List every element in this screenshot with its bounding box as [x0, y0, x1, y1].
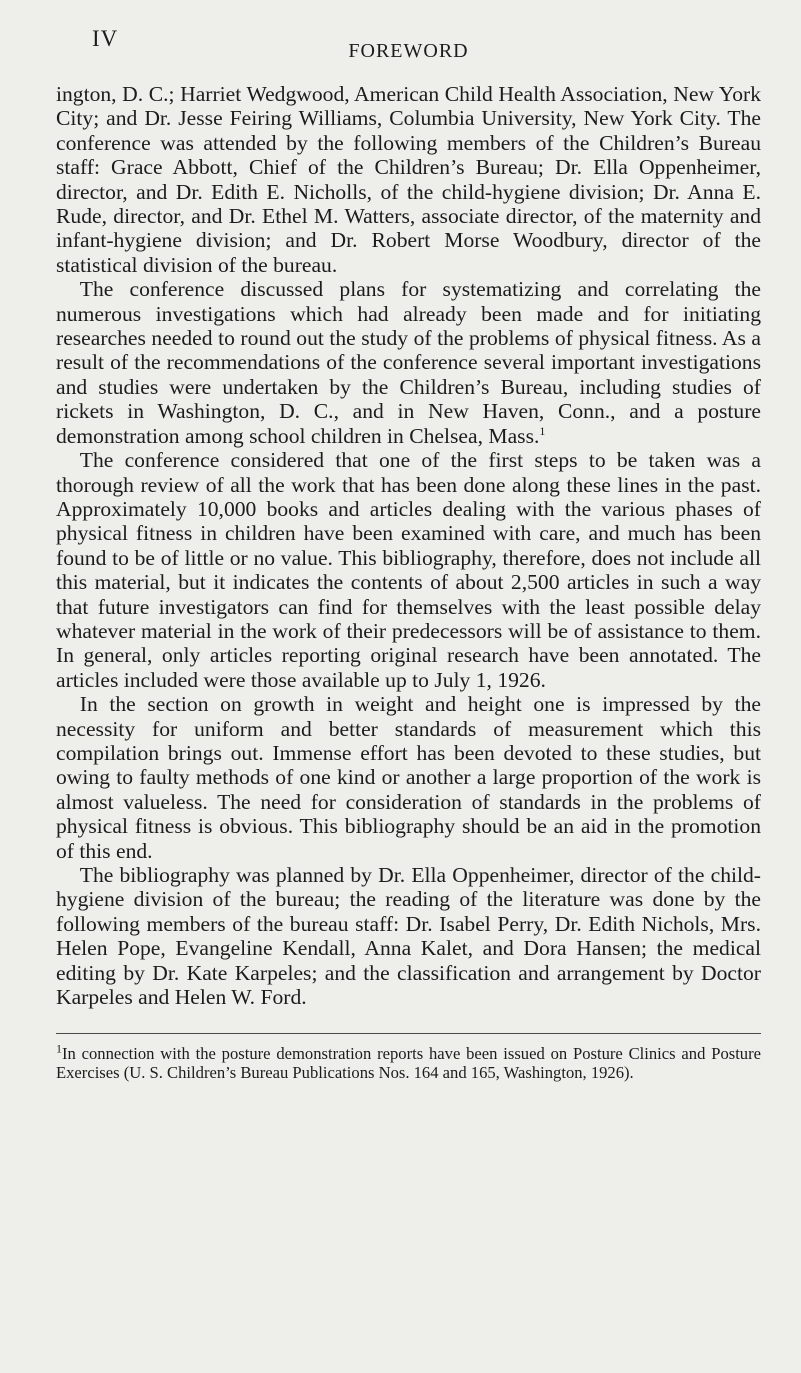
footnote-divider [56, 1033, 761, 1034]
paragraph [56, 863, 761, 1009]
running-head: FOREWORD [348, 40, 469, 62]
paragraph [56, 82, 761, 277]
footnote [56, 1041, 761, 1083]
page-header [56, 0, 761, 72]
paragraph-text: The conference discussed plans for systematizing and correlating the numerous investigations which had already been made and for initiating researches needed to round out the study of the problems of physical fitness. As a result of the recommendations of the conference several important investigations and studies were undertaken by the Children’s Bureau, including studies of rickets in Washington, D. C., and in New Haven, Conn., and a posture demonstration among school children in Chelsea, Mass. [56, 277, 761, 448]
paragraph [56, 277, 761, 448]
paragraph-text: In the section on growth in weight and height one is impressed by the necessity for uniform and better standards of measurement which this compilation brings out. Immense effort has been devoted to these studies, but owing to faulty methods of one kind or another a large proportion of the work is almost valueless. The need for consideration of standards in the problems of physical fitness is obvious. This bibliography should be an aid in the promotion of this end. [56, 692, 761, 863]
footnote-reference: 1 [539, 423, 546, 438]
footnote-marker: 1 [56, 1041, 62, 1056]
page-number: IV [92, 26, 119, 51]
paragraph-text: The bibliography was planned by Dr. Ella Oppenheimer, director of the child-hygiene division of the bureau; the reading of the literature was done by the following members of the bureau staff: Dr. Isabel Perry, Dr. Edith Nichols, Mrs. Helen Pope, Evangeline Kendall, Anna Kalet, and Dora Hansen; the medical editing by Dr. Kate Karpeles; and the classification and arrangement by Doctor Karpeles and Helen W. Ford. [56, 863, 761, 1010]
paragraph [56, 448, 761, 692]
footnote-text: In connection with the posture demonstration reports have been issued on Posture Clinics and Posture Exercises (U. S. Children’s Bureau Publications Nos. 164 and 165, Washington, 1926). [56, 1044, 761, 1083]
paragraph-text: The conference considered that one of the first steps to be taken was a thorough review of all the work that has been done along these lines in the past. Approximately 10,000 books and articles dealing with the various phases of physical fitness in children have been examined with care, and much has been found to be of little or no value. This bibliography, therefore, does not include all this material, but it indicates the contents of about 2,500 articles in such a way that future investigators can find for themselves with the least possible delay whatever material in the work of their predecessors will be of assistance to them. In general, only articles reporting original research have been annotated. The articles included were those available up to July 1, 1926. [56, 448, 761, 692]
paragraph-text: ington, D. C.; Harriet Wedgwood, American Child Health Association, New York City; and Dr. Jesse Feiring Williams, Columbia University, New York City. The conference was attended by the following members of the Children’s Bureau staff: Grace Abbott, Chief of the Children’s Bureau; Dr. Ella Oppenheimer, director, and Dr. Edith E. Nicholls, of the child-hygiene division; Dr. Anna E. Rude, director, and Dr. Ethel M. Watters, associate director, of the maternity and infant-hygiene division; and Dr. Robert Morse Woodbury, director of the statistical division of the bureau. [56, 82, 761, 277]
paragraph [56, 692, 761, 863]
body-text [56, 82, 761, 1009]
